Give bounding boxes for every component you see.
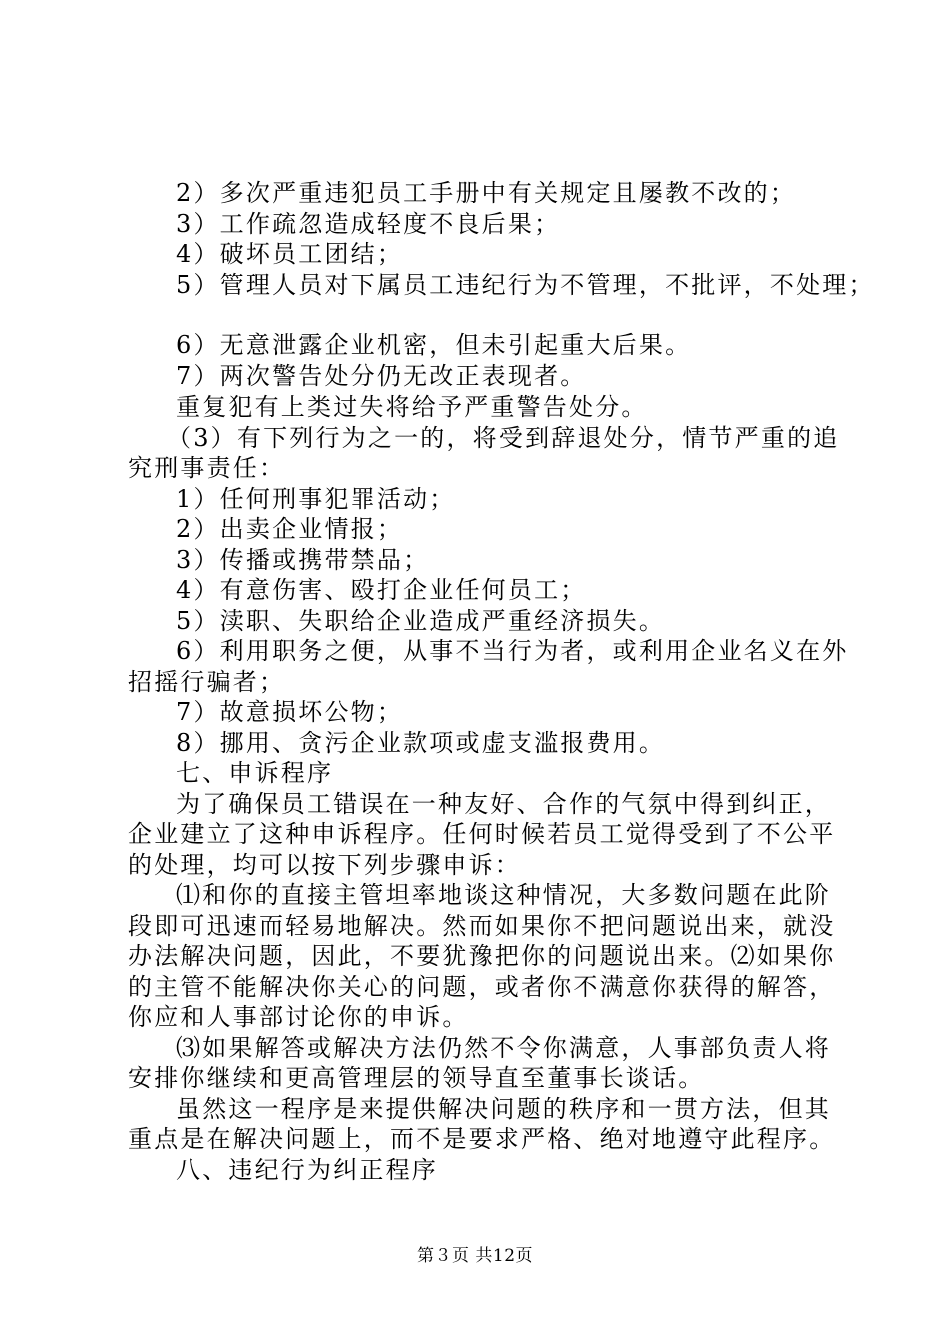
text-line: 2）出卖企业情报； (176, 515, 404, 543)
text-line: 为了确保员工错误在一种友好、合作的气氛中得到纠正， (176, 790, 831, 818)
text-line: 6）利用职务之便，从事不当行为者，或利用企业名义在外 (176, 637, 849, 665)
section-heading: 七、申诉程序 (176, 759, 334, 787)
text-line: 6）无意泄露企业机密，但未引起重大后果。 (176, 331, 692, 359)
text-line: 企业建立了这种申诉程序。任何时候若员工觉得受到了不公平 (128, 820, 836, 848)
text-line: 7）两次警告处分仍无改正表现者。 (176, 362, 587, 390)
text-line: 4）有意伤害、殴打企业任何员工； (176, 576, 587, 604)
text-line: 5）渎职、失职给企业造成严重经济损失。 (176, 607, 666, 635)
text-line: 办法解决问题，因此，不要犹豫把你的问题说出来。⑵如果你 (128, 942, 836, 970)
text-line: （3）有下列行为之一的，将受到辞退处分，情节严重的追 (167, 424, 840, 452)
text-line: 的主管不能解决你关心的问题，或者你不满意你获得的解答， (128, 973, 836, 1001)
text-line: 重复犯有上类过失将给予严重警告处分。 (176, 393, 648, 421)
text-line: ⑶如果解答或解决方法仍然不令你满意，人事部负责人将 (176, 1034, 831, 1062)
text-line: 3）工作疏忽造成轻度不良后果； (176, 210, 561, 238)
text-line: 虽然这一程序是来提供解决问题的秩序和一贯方法，但其 (176, 1095, 831, 1123)
text-line: 的处理，均可以按下列步骤申诉： (128, 851, 521, 879)
text-line: 1）任何刑事犯罪活动； (176, 485, 456, 513)
text-line: 5）管理人员对下属员工违纪行为不管理，不批评，不处理； (176, 271, 875, 299)
text-line: 段即可迅速而轻易地解决。然而如果你不把问题说出来，就没 (128, 912, 836, 940)
text-line: 招摇行骗者； (128, 668, 286, 696)
text-line: 重点是在解决问题上，而不是要求严格、绝对地遵守此程序。 (128, 1125, 836, 1153)
text-line: 安排你继续和更高管理层的领导直至董事长谈话。 (128, 1064, 705, 1092)
section-heading: 八、违纪行为纠正程序 (176, 1156, 438, 1184)
text-line: 2）多次严重违犯员工手册中有关规定且屡教不改的； (176, 179, 797, 207)
text-line: 究刑事责任： (128, 454, 286, 482)
text-line: 4）破坏员工团结； (176, 240, 404, 268)
text-line: 你应和人事部讨论你的申诉。 (128, 1003, 469, 1031)
text-line: ⑴和你的直接主管坦率地谈这种情况，大多数问题在此阶 (176, 881, 831, 909)
text-line: 7）故意损坏公物； (176, 698, 404, 726)
text-line: 8）挪用、贪污企业款项或虚支滥报费用。 (176, 729, 666, 757)
page-number-footer: 第３页 共12页 (416, 1246, 534, 1266)
text-line: 3）传播或携带禁品； (176, 546, 430, 574)
